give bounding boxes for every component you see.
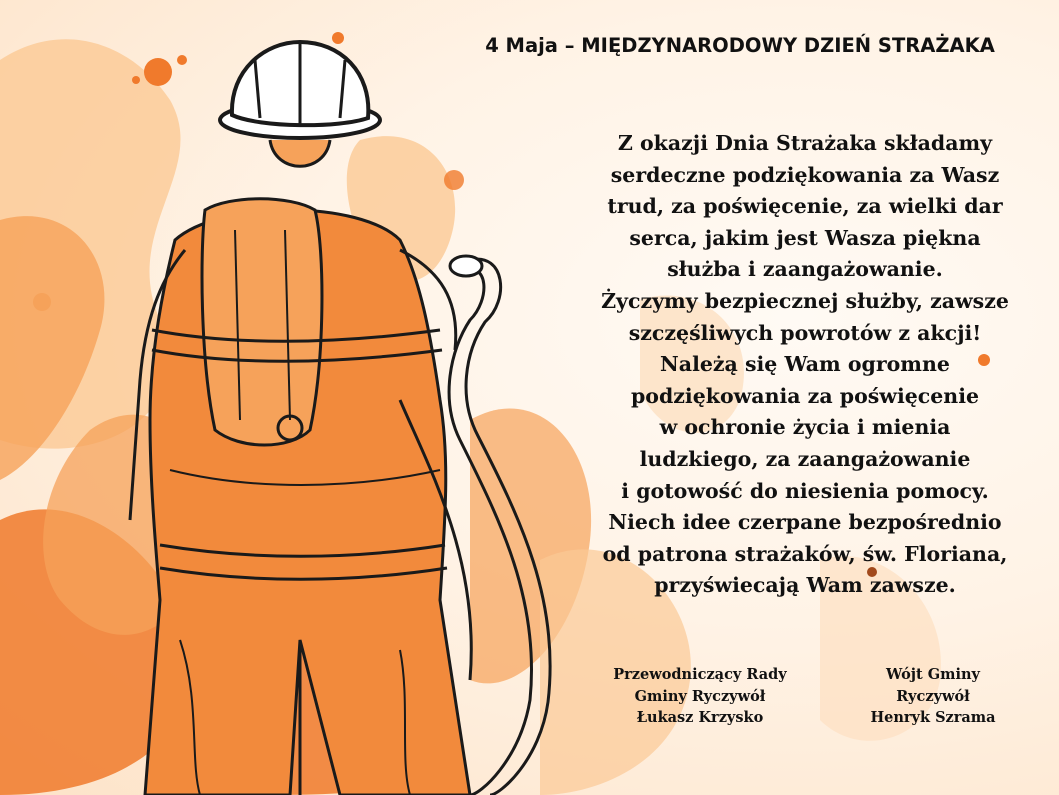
signature-council-chair: [590, 664, 810, 729]
greeting-message: [560, 128, 1050, 602]
card-title: 4 Maja – MIĘDZYNARODOWY DZIEŃ STRAŻAKA: [485, 34, 995, 57]
signature-person: Henryk Szrama: [870, 709, 996, 726]
message-line: i gotowość do niesienia pomocy.: [621, 478, 989, 503]
message-line: od patrona strażaków, św. Floriana,: [602, 541, 1008, 566]
message-line: Należą się Wam ogromne: [660, 352, 950, 377]
signature-office: Ryczywół: [896, 687, 970, 705]
message-line: służba i zaangażowanie.: [667, 257, 943, 282]
signature-role: Przewodniczący Rady: [613, 666, 787, 683]
signature-office: Gminy Ryczywół: [634, 687, 766, 705]
signature-person: Łukasz Krzysko: [636, 709, 764, 726]
message-line: szczęśliwych powrotów z akcji!: [628, 320, 982, 345]
air-tank-icon: [202, 199, 322, 445]
message-line: Niech idee czerpane bezpośrednio: [608, 510, 1002, 535]
signature-role: Wójt Gminy: [886, 666, 980, 683]
message-line: Z okazji Dnia Strażaka składamy: [617, 131, 993, 155]
message-line: w ochronie życia i mienia: [659, 415, 951, 440]
signature-mayor: [838, 664, 1028, 729]
message-line: podziękowania za poświęcenie: [630, 383, 980, 408]
message-line: przyświecają Wam zawsze.: [654, 573, 956, 598]
message-line: serdeczne podziękowania za Wasz: [610, 162, 1000, 187]
message-line: Życzymy bezpiecznej służby, zawsze: [601, 288, 1009, 313]
firefighter-figure: [130, 199, 470, 795]
message-line: trud, za poświęcenie, za wielki dar: [607, 194, 1003, 219]
message-line: serca, jakim jest Wasza piękna: [629, 225, 981, 250]
message-line: ludzkiego, za zaangażowanie: [639, 446, 971, 471]
